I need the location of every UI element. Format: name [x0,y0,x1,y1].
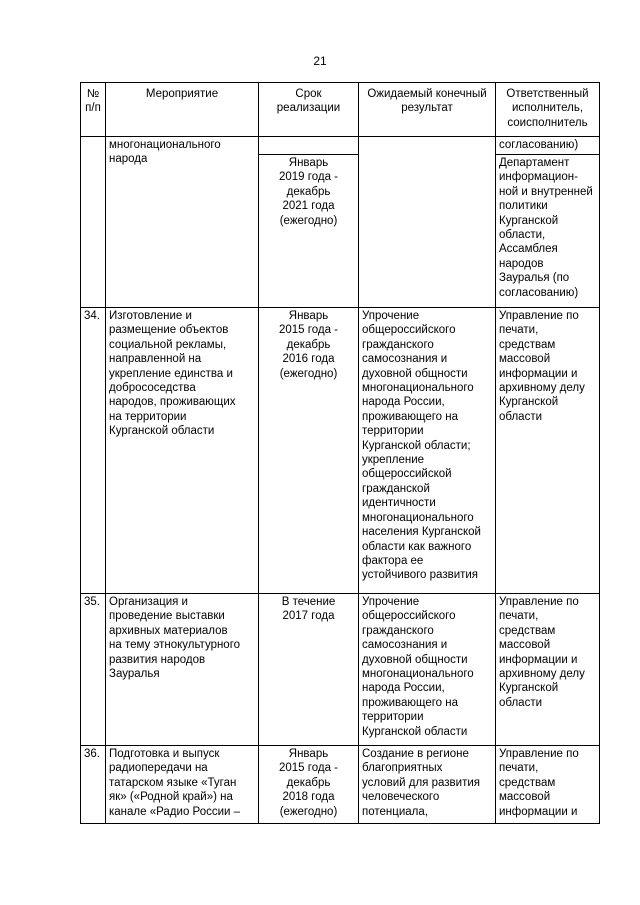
cell-text-line: 2016 года [282,353,335,366]
cell-text-line: результат [401,102,453,115]
cell-text-line: печати, [499,762,539,775]
cell-text-line: многонационального [362,668,474,681]
cell-text-line: Январь [288,157,329,169]
cell-text-line: согласованию) [499,139,579,151]
cell-text-line: гражданского [362,338,434,351]
cell-text-line: самосознания и [362,639,448,652]
cell-text-line: гражданского [362,624,434,637]
cell-text-line: канале «Радио России – [109,805,241,818]
cell-text-line: идентичности [362,497,436,510]
cell-text-line: (ежегодно) [279,214,338,227]
cell-text-line: 2015 года - [279,762,338,775]
cont-num [81,137,106,308]
cell-text-line: народа России, [362,682,445,695]
cell-text-line: Упрочение [362,310,420,322]
cell-text-line: добрососедства [109,382,196,395]
cell-text-line: политики [499,200,548,213]
cell-text-line: многонационального [362,511,474,524]
cell-text-line: Курганской [499,396,559,409]
cell-text-line: информации и [499,805,578,818]
cell-text-line: общероссийского [362,324,456,337]
cell-text-line: Подготовка и выпуск [109,748,220,760]
cont-event [106,137,259,308]
cell-text-line: печати, [499,610,539,623]
cell-text-line: развития народов [109,653,206,666]
cell-text-line: области как важного [362,540,472,553]
row-responsible [496,308,600,594]
cell-text-line: Управление по [499,596,579,608]
cell-text-line: народов [499,257,544,270]
row-result [359,594,496,746]
cell-text-line: духовной общности [362,367,468,380]
row-event [106,746,259,824]
row-num: 35. [81,594,106,746]
header-num [81,83,106,137]
cell-text-line: размещение объектов [109,324,229,337]
cell-text-line: 2017 года [282,610,335,623]
row-result [359,746,496,824]
cell-text-line: согласованию) [499,286,579,299]
cell-text-line: соисполнитель [507,116,588,129]
cell-text-line: печати, [499,324,539,337]
cell-text-line: архивных материалов [109,624,228,637]
cell-text-line: (ежегодно) [279,367,338,380]
cell-text-line: информации и [499,653,578,666]
cell-text-line: татарском языке «Туган [109,776,237,789]
cell-text-line: (ежегодно) [279,805,338,818]
cell-text-line: Управление по [499,310,579,322]
table-header-row [81,83,600,137]
cont-period-empty [259,137,359,155]
cell-text-line: области [499,696,543,709]
cell-text-line: В течение [281,596,336,608]
header-event [106,83,259,137]
cell-text-line: Изготовление и [109,310,192,322]
cell-text-line: народа России, [362,396,445,409]
cell-text-line: укрепление [362,454,425,467]
cell-text-line: Организация и [109,596,188,608]
cell-text-line: Создание в регионе [362,748,469,760]
cont-period [259,155,359,308]
cell-text-line: устойчивого развития [362,569,479,582]
row-num: 36. [81,746,106,824]
cell-text-line: благоприятных [362,762,443,775]
cont-responsible [496,155,600,308]
cell-text-line: Мероприятие [145,88,219,100]
header-period [259,83,359,137]
cell-text-line: Курганской [499,214,559,227]
cell-text-line: Ассамблея [499,243,558,256]
cell-text-line: архивному делу [499,382,585,395]
cell-text-line: территории [362,711,424,724]
cell-text-line: самосознания и [362,353,448,366]
cell-text-line: информацион- [499,171,578,184]
cell-text-line: средствам [499,624,556,637]
cell-text-line: проведение выставки [109,610,225,623]
row-num: 34. [81,308,106,594]
cell-text-line: средствам [499,776,556,789]
cell-text-line: на тему этнокультурного [109,639,241,652]
cell-text-line: Зауралья [109,668,160,681]
cell-text-line: потенциала, [362,805,428,818]
cell-text-line: средствам [499,338,556,351]
row-period [259,594,359,746]
cell-text-line: области [499,410,543,423]
cell-text-line: Ожидаемый конечный [367,88,487,100]
cell-text-line: п/п [85,102,101,115]
header-responsible [496,83,600,137]
cell-text-line: Январь [288,748,329,760]
cell-text-line: декабрь [286,776,331,789]
cell-text-line: проживающего на [362,696,459,709]
cell-text-line: як» («Родной край») на [109,791,233,804]
cell-text-line: народов, проживающих [109,396,236,409]
cell-text-line: укрепление единства и [109,367,233,380]
cell-text-line: населения Курганской [362,526,481,539]
cell-text-line: массовой [499,791,551,804]
page-number: 21 [313,54,327,68]
row-period [259,308,359,594]
header-result [359,83,496,137]
cell-text-line: народа [109,153,148,166]
cell-text-line: направленной на [109,353,202,366]
cell-text-line: на территории [109,410,187,423]
cell-text-line: № [86,88,100,100]
cell-text-line: 2018 года [282,791,335,804]
cell-text-line: области, [499,229,546,242]
cell-text-line: архивному делу [499,668,585,681]
cont-responsible-top [496,137,600,155]
cell-text-line: реализации [276,102,341,115]
cell-text-line: Департамент [499,157,570,169]
cell-text-line: исполнитель, [511,102,584,115]
cell-text-line: гражданской [362,482,430,495]
cell-text-line: проживающего на [362,410,459,423]
cell-text-line: массовой [499,639,551,652]
row-result [359,308,496,594]
cell-text-line: общероссийской [362,468,452,481]
cell-text-line: радиопередачи на [109,762,208,775]
cell-text-line: ной и внутренней [499,185,593,198]
cell-text-line: многонационального [109,139,221,151]
cell-text-line: Январь [288,310,329,322]
cell-text-line: многонационального [362,382,474,395]
cell-text-line: 2019 года - [279,171,338,184]
cell-text-line: Курганской [499,682,559,695]
cell-text-line: Ответственный [506,88,589,100]
row-event [106,308,259,594]
cell-text-line: Курганской области [109,425,215,438]
table-row [81,594,600,746]
events-table [80,82,600,824]
cell-text-line: декабрь [286,185,331,198]
cell-text-line: Зауралья (по [499,272,570,285]
cell-text-line: фактора ее [362,554,424,567]
cont-result [359,137,496,308]
cell-text-line: территории [362,425,424,438]
cell-text-line: 2015 года - [279,324,338,337]
table-row-continuation-a [81,137,600,155]
cell-text-line: духовной общности [362,653,468,666]
cell-text-line: Управление по [499,748,579,760]
row-event [106,594,259,746]
cell-text-line: Курганской области [362,725,468,738]
cell-text-line: человеческого [362,791,440,804]
cell-text-line: Срок [295,88,322,100]
cell-text-line: массовой [499,353,551,366]
cell-text-line: общероссийского [362,610,456,623]
cell-text-line: декабрь [286,338,331,351]
cell-text-line: 2021 года [282,200,335,213]
cell-text-line: Курганской области; [362,439,471,452]
cell-text-line: условий для развития [362,776,480,789]
row-responsible [496,594,600,746]
cell-text-line: Упрочение [362,596,420,608]
table-row [81,308,600,594]
cell-text-line: информации и [499,367,578,380]
cell-text-line: социальной рекламы, [109,338,227,351]
row-responsible [496,746,600,824]
row-period [259,746,359,824]
table-row [81,746,600,824]
